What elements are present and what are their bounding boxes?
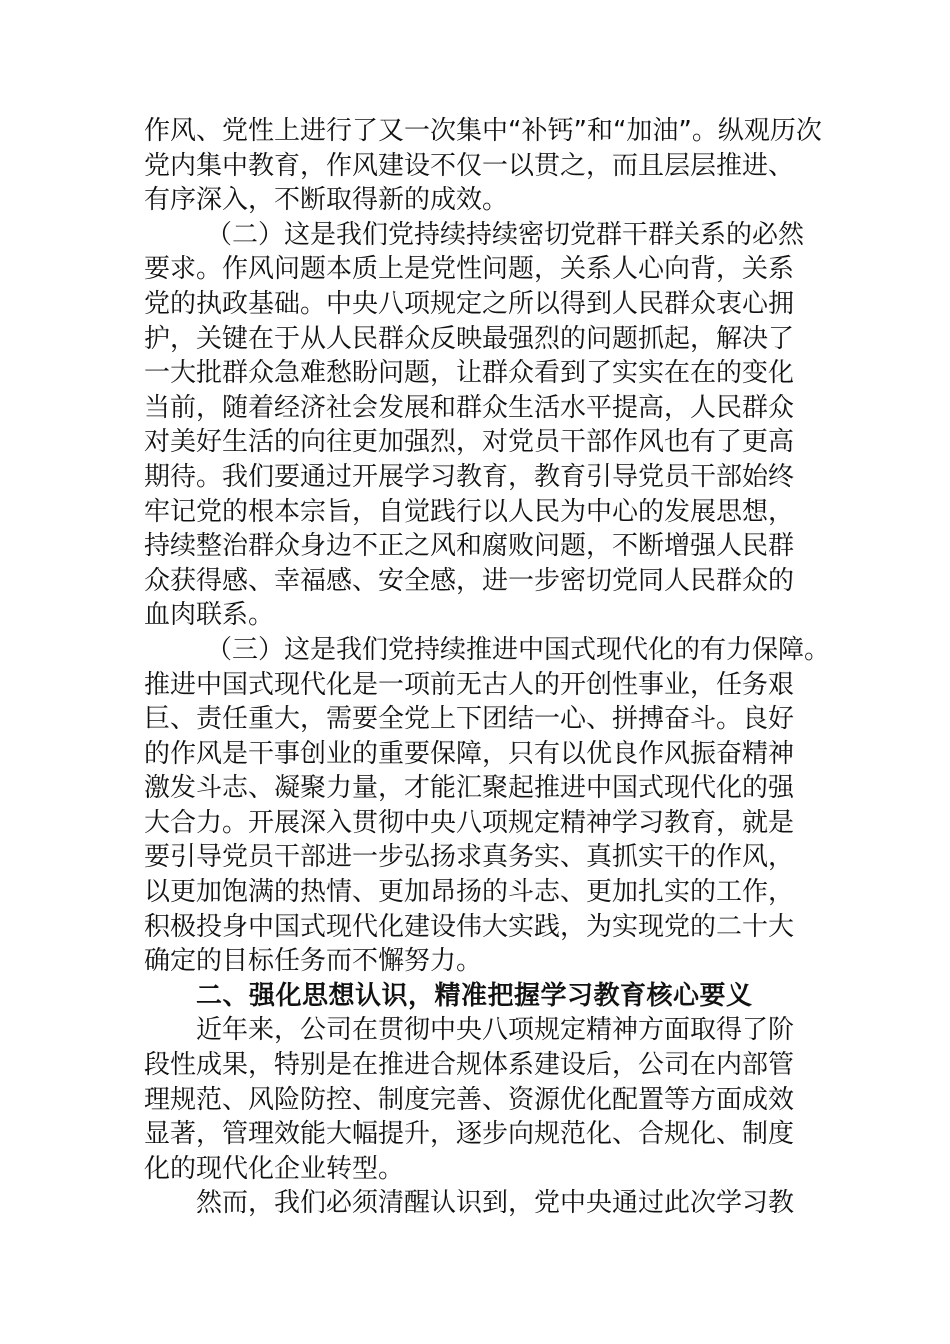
text-line: 以更加饱满的热情、更加昂扬的斗志、更加扎实的工作， [144,877,795,908]
subsection-heading-line: （三）这是我们党持续推进中国式现代化的有力保障。 [206,634,831,665]
text-line: 近年来，公司在贯彻中央八项规定精神方面取得了阶 [196,1015,795,1046]
text-line: 然而，我们必须清醒认识到，党中央通过此次学习教 [196,1188,795,1219]
text-line: 护，关键在于从人民群众反映最强烈的问题抓起，解决了 [144,323,795,354]
text-line: 确定的目标任务而不懈努力。 [144,946,483,977]
text-line: 的作风是干事创业的重要保障，只有以优良作风振奋精神 [144,738,795,769]
text-line: 对美好生活的向往更加强烈，对党员干部作风也有了更高 [144,427,795,458]
document-body [144,114,831,1221]
text-line: 党内集中教育，作风建设不仅一以贯之，而且层层推进、 [144,150,795,181]
text-line: 一大批群众急难愁盼问题，让群众看到了实实在在的变化 [144,358,795,389]
text-line: 牢记党的根本宗旨，自觉践行以人民为中心的发展思想， [144,496,795,527]
text-line: 要引导党员干部进一步弘扬求真务实、真抓实干的作风， [144,842,795,873]
text-line: 巨、责任重大，需要全党上下团结一心、拼搏奋斗。良好 [144,704,795,735]
text-line: 有序深入，不断取得新的成效。 [144,185,509,216]
subsection-heading-line: （二）这是我们党持续持续密切党群干群关系的必然 [206,219,805,250]
text-line: 激发斗志、凝聚力量，才能汇聚起推进中国式现代化的强 [144,773,795,804]
text-line: 众获得感、幸福感、安全感，进一步密切党同人民群众的 [144,565,795,596]
text-line: 显著，管理效能大幅提升，逐步向规范化、合规化、制度 [144,1119,795,1150]
text-line: 推进中国式现代化是一项前无古人的开创性事业，任务艰 [144,669,795,700]
text-line: 大合力。开展深入贯彻中央八项规定精神学习教育，就是 [144,807,795,838]
text-line: 段性成果，特别是在推进合规体系建设后，公司在内部管 [144,1050,795,1081]
text-line: 持续整治群众身边不正之风和腐败问题，不断增强人民群 [144,531,795,562]
text-line: 积极投身中国式现代化建设伟大实践，为实现党的二十大 [144,911,795,942]
text-line: 当前，随着经济社会发展和群众生活水平提高，人民群众 [144,392,795,423]
text-line: 化的现代化企业转型。 [144,1153,405,1184]
section-heading: 二、强化思想认识，精准把握学习教育核心要义 [196,980,753,1011]
text-line: 理规范、风险防控、制度完善、资源优化配置等方面成效 [144,1084,795,1115]
text-line: 血肉联系。 [144,600,275,631]
text-line: 要求。作风问题本质上是党性问题，关系人心向背，关系 [144,254,795,285]
text-line: 作风、党性上进行了又一次集中“补钙”和“加油”。纵观历次 [144,116,822,146]
text-line: 期待。我们要通过开展学习教育，教育引导党员干部始终 [144,461,795,492]
text-line: 党的执政基础。中央八项规定之所以得到人民群众衷心拥 [144,288,795,319]
